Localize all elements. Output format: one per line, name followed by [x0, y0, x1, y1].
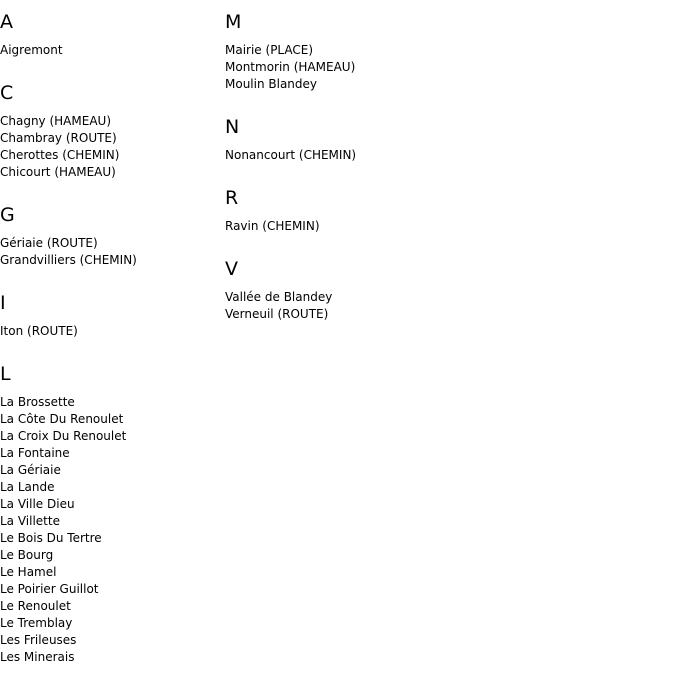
street-list	[225, 147, 445, 164]
street-link-le-hamel[interactable]: Le Hamel	[0, 565, 57, 579]
street-link-la-villette[interactable]: La Villette	[0, 514, 60, 528]
street-link-aigremont[interactable]: Aigremont	[0, 43, 63, 57]
letter-heading: N	[225, 116, 240, 138]
street-link-la-brossette[interactable]: La Brossette	[0, 395, 75, 409]
street-link-le-tremblay[interactable]: Le Tremblay	[0, 616, 73, 630]
street-link-montmorin-hameau[interactable]: Montmorin (HAMEAU)	[225, 60, 356, 74]
street-list	[225, 289, 445, 323]
street-link-chagny-hameau[interactable]: Chagny (HAMEAU)	[0, 114, 111, 128]
street-link-cherottes-chemin[interactable]: Cherottes (CHEMIN)	[0, 148, 120, 162]
letter-group-l	[0, 362, 220, 666]
street-link-iton-route[interactable]: Iton (ROUTE)	[0, 324, 78, 338]
street-link-vallee-de-blandey[interactable]: Vallée de Blandey	[225, 290, 333, 304]
street-link-chambray-route[interactable]: Chambray (ROUTE)	[0, 131, 117, 145]
street-link-la-geriaie[interactable]: La Gériaie	[0, 463, 61, 477]
street-link-geriaie-route[interactable]: Gériaie (ROUTE)	[0, 236, 98, 250]
street-list	[0, 394, 220, 666]
street-link-mairie-place[interactable]: Mairie (PLACE)	[225, 43, 314, 57]
street-link-chicourt-hameau[interactable]: Chicourt (HAMEAU)	[0, 165, 116, 179]
letter-heading: A	[0, 11, 13, 33]
street-link-le-poirier-guillot[interactable]: Le Poirier Guillot	[0, 582, 99, 596]
letter-group-m	[225, 10, 445, 93]
letter-group-g	[0, 203, 220, 269]
street-link-grandvilliers-chemin[interactable]: Grandvilliers (CHEMIN)	[0, 253, 137, 267]
street-link-moulin-blandey[interactable]: Moulin Blandey	[225, 77, 318, 91]
street-link-le-renoulet[interactable]: Le Renoulet	[0, 599, 71, 613]
street-link-la-croix-du-renoulet[interactable]: La Croix Du Renoulet	[0, 429, 127, 443]
index-column-left	[0, 10, 220, 688]
letter-heading: I	[0, 292, 6, 314]
letter-group-i	[0, 291, 220, 340]
street-link-le-bois-du-tertre[interactable]: Le Bois Du Tertre	[0, 531, 102, 545]
letter-group-a	[0, 10, 220, 59]
street-list	[0, 42, 220, 59]
street-link-nonancourt-chemin[interactable]: Nonancourt (CHEMIN)	[225, 148, 357, 162]
street-link-le-bourg[interactable]: Le Bourg	[0, 548, 54, 562]
street-link-la-fontaine[interactable]: La Fontaine	[0, 446, 70, 460]
letter-heading: M	[225, 11, 242, 33]
letter-group-r	[225, 186, 445, 235]
street-link-les-frileuses[interactable]: Les Frileuses	[0, 633, 77, 647]
letter-heading: R	[225, 187, 239, 209]
street-link-la-lande[interactable]: La Lande	[0, 480, 55, 494]
street-list	[0, 323, 220, 340]
street-link-la-ville-dieu[interactable]: La Ville Dieu	[0, 497, 75, 511]
letter-heading: G	[0, 204, 15, 226]
street-list	[0, 113, 220, 181]
index-column-right	[225, 10, 445, 345]
street-link-verneuil-route[interactable]: Verneuil (ROUTE)	[225, 307, 329, 321]
letter-heading: L	[0, 363, 11, 385]
letter-heading: C	[0, 82, 14, 104]
street-link-ravin-chemin[interactable]: Ravin (CHEMIN)	[225, 219, 320, 233]
letter-group-c	[0, 81, 220, 181]
street-link-les-minerais[interactable]: Les Minerais	[0, 650, 75, 664]
street-link-la-cote-du-renoulet[interactable]: La Côte Du Renoulet	[0, 412, 124, 426]
letter-group-v	[225, 257, 445, 323]
letter-heading: V	[225, 258, 238, 280]
letter-group-n	[225, 115, 445, 164]
street-list	[0, 235, 220, 269]
street-list	[225, 218, 445, 235]
street-list	[225, 42, 445, 93]
